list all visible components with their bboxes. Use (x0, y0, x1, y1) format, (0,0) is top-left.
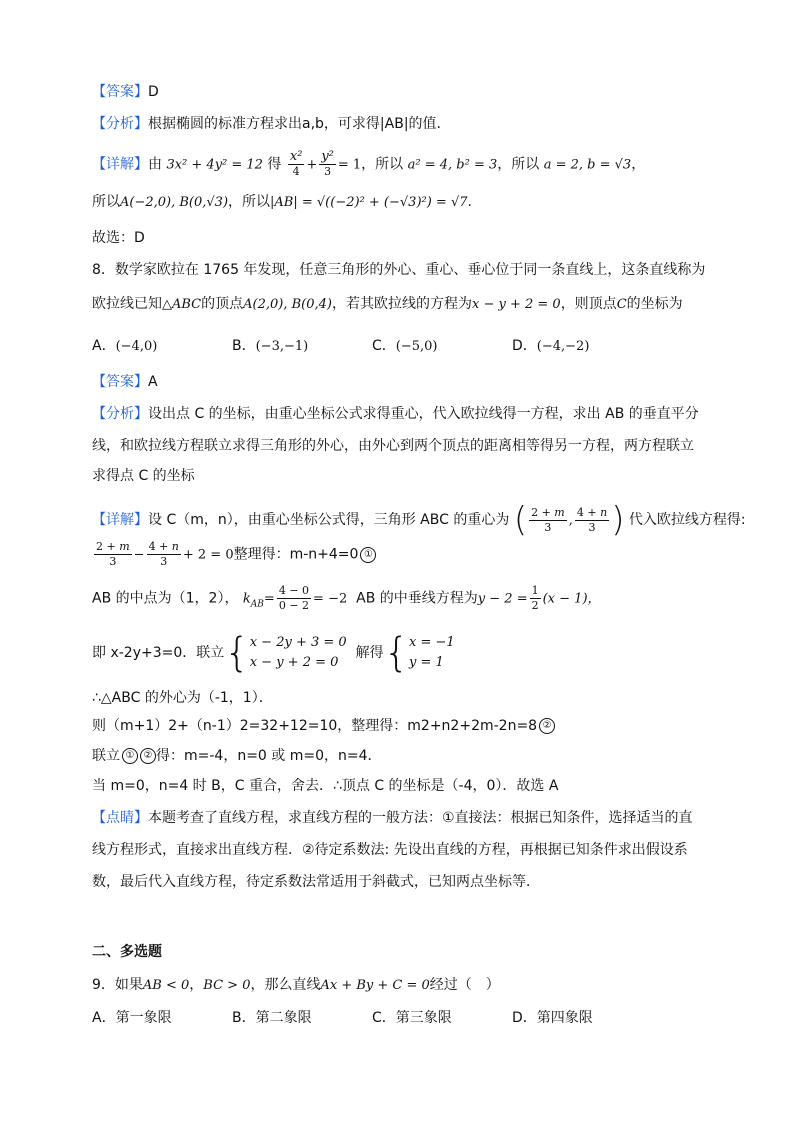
q8-stem-line1: 8．数学家欧拉在 1765 年发现，任意三角形的外心、重心、垂心位于同一条直线上，这条直线称为 (92, 262, 706, 278)
option-a[interactable]: A．(−4,0) (92, 338, 158, 354)
detail-tag: 【详解】 (92, 156, 148, 173)
q8-comment-line1: 【点睛】本题考查了直线方程，求直线方程的一般方法：①直接法：根据已知条件，选择适当的直 (92, 810, 693, 826)
option-c[interactable]: C．第三象限 (372, 1010, 452, 1026)
q8-comment-line3: 数，最后代入直线方程，待定系数法常适用于斜截式，已知两点坐标等． (92, 874, 540, 890)
circled-one: ① (360, 547, 376, 563)
equation-system-1: x − 2y + 3 = 0 x − y + 2 = 0 (249, 635, 347, 670)
answer-tag: 【答案】 (92, 84, 148, 100)
analysis-tag: 【分析】 (92, 116, 148, 132)
q8-detail-line2: $\frac{2 + m}{3}$ − $\frac{4 + n}{3}$ + 2 = 0整理得：m-n+4=0 ① (92, 540, 376, 569)
q8-comment-line2: 线方程形式，直接求出直线方程．②待定系数法: 先设出直线的方程，再根据已知条件求出假设系 (92, 842, 688, 858)
fraction-x2-over-4: $\frac{\text{x²}}{4}$ (289, 149, 303, 178)
q8-detail-line7: 联立 ① ② 得：m=-4，n=0 或 m=0，n=4． (92, 748, 382, 764)
fraction-y2-over-3: $\frac{\text{y²}}{3}$ (321, 149, 334, 178)
q7-detail-line2: 所以A(−2,0), B(0,√3)，所以|AB| = √((−2)² + (−√3)²) = √7. (92, 194, 472, 210)
circled-two: ② (539, 718, 555, 734)
q8-analysis-line2: 线，和欧拉线方程联立求得三角形的外心，由外心到两个顶点的距离相等得另一方程，两方程联立 (92, 438, 694, 454)
q7-detail-line1: 【详解】由 3x² + 4y² = 12 得 $\frac{\text{x²}}{4}$ + $\frac{\text{y²}}{3}$ = 1，所以 a² = 4, b² = 3，所以 a = 2, b = √3， (92, 149, 646, 178)
q8-detail-line1: 【详解】设 C（m，n），由重心坐标公式得，三角形 ABC 的重心为 ( $\frac{2 + m}{3}$ , $\frac{4 + n}{3}$ ) 代入欧拉线方程得: (92, 500, 746, 540)
q8-detail-line3: AB 的中点为（1，2）， $k_{AB}=$ $\frac{4 - 0}{0 - 2}$ = −2 AB 的中垂线方程为y − 2 = $\frac{1}{2}$ (x − 1)， (92, 584, 601, 612)
q7-answer: 【答案】D (92, 84, 159, 100)
q8-options (92, 336, 652, 357)
option-a[interactable]: A．第一象限 (92, 1010, 172, 1026)
option-c[interactable]: C．(−5,0) (372, 338, 438, 354)
q8-stem-line2: 欧拉线已知△ABC的顶点A(2,0), B(0,4)，若其欧拉线的方程为x − y + 2 = 0，则顶点C的坐标为 (92, 296, 683, 312)
q8-detail-line4: 即 x-2y+3=0．联立{ x − 2y + 3 = 0 x − y + 2 = 0 解得{ x = −1 y = 1 (92, 630, 455, 676)
option-b[interactable]: B．第二象限 (232, 1010, 312, 1026)
option-d[interactable]: D．(−4,−2) (512, 338, 590, 354)
q9-stem: 9．如果AB < 0，BC > 0，那么直线Ax + By + C = 0经过（ ） (92, 977, 500, 993)
q9-options (92, 1008, 652, 1028)
q8-detail-line6: 则（m+1）2+（n-1）2=32+12=10，整理得：m2+n2+2m-2n=8 ② (92, 716, 555, 736)
q8-analysis-line3: 求得点 C 的坐标 (92, 468, 195, 484)
equation-system-2: x = −1 y = 1 (409, 635, 455, 670)
q7-analysis: 【分析】根据椭圆的标准方程求出a,b，可求得|AB|的值. (92, 116, 441, 132)
q8-detail-line5: ∴△ABC 的外心为（-1，1）． (92, 690, 273, 706)
q8-answer: 【答案】A (92, 374, 158, 390)
option-d[interactable]: D．第四象限 (512, 1010, 593, 1026)
q7-conclusion: 故选：D (92, 230, 145, 246)
section-heading: 二、多选题 (92, 944, 162, 960)
q8-analysis-line1: 【分析】设出点 C 的坐标，由重心坐标公式求得重心，代入欧拉线得一方程，求出 AB 的垂直平分 (92, 406, 699, 422)
option-b[interactable]: B．(−3,−1) (232, 338, 309, 354)
q8-detail-line8: 当 m=0，n=4 时 B，C 重合，舍去．∴顶点 C 的坐标是（-4，0）．故选 A (92, 778, 559, 794)
